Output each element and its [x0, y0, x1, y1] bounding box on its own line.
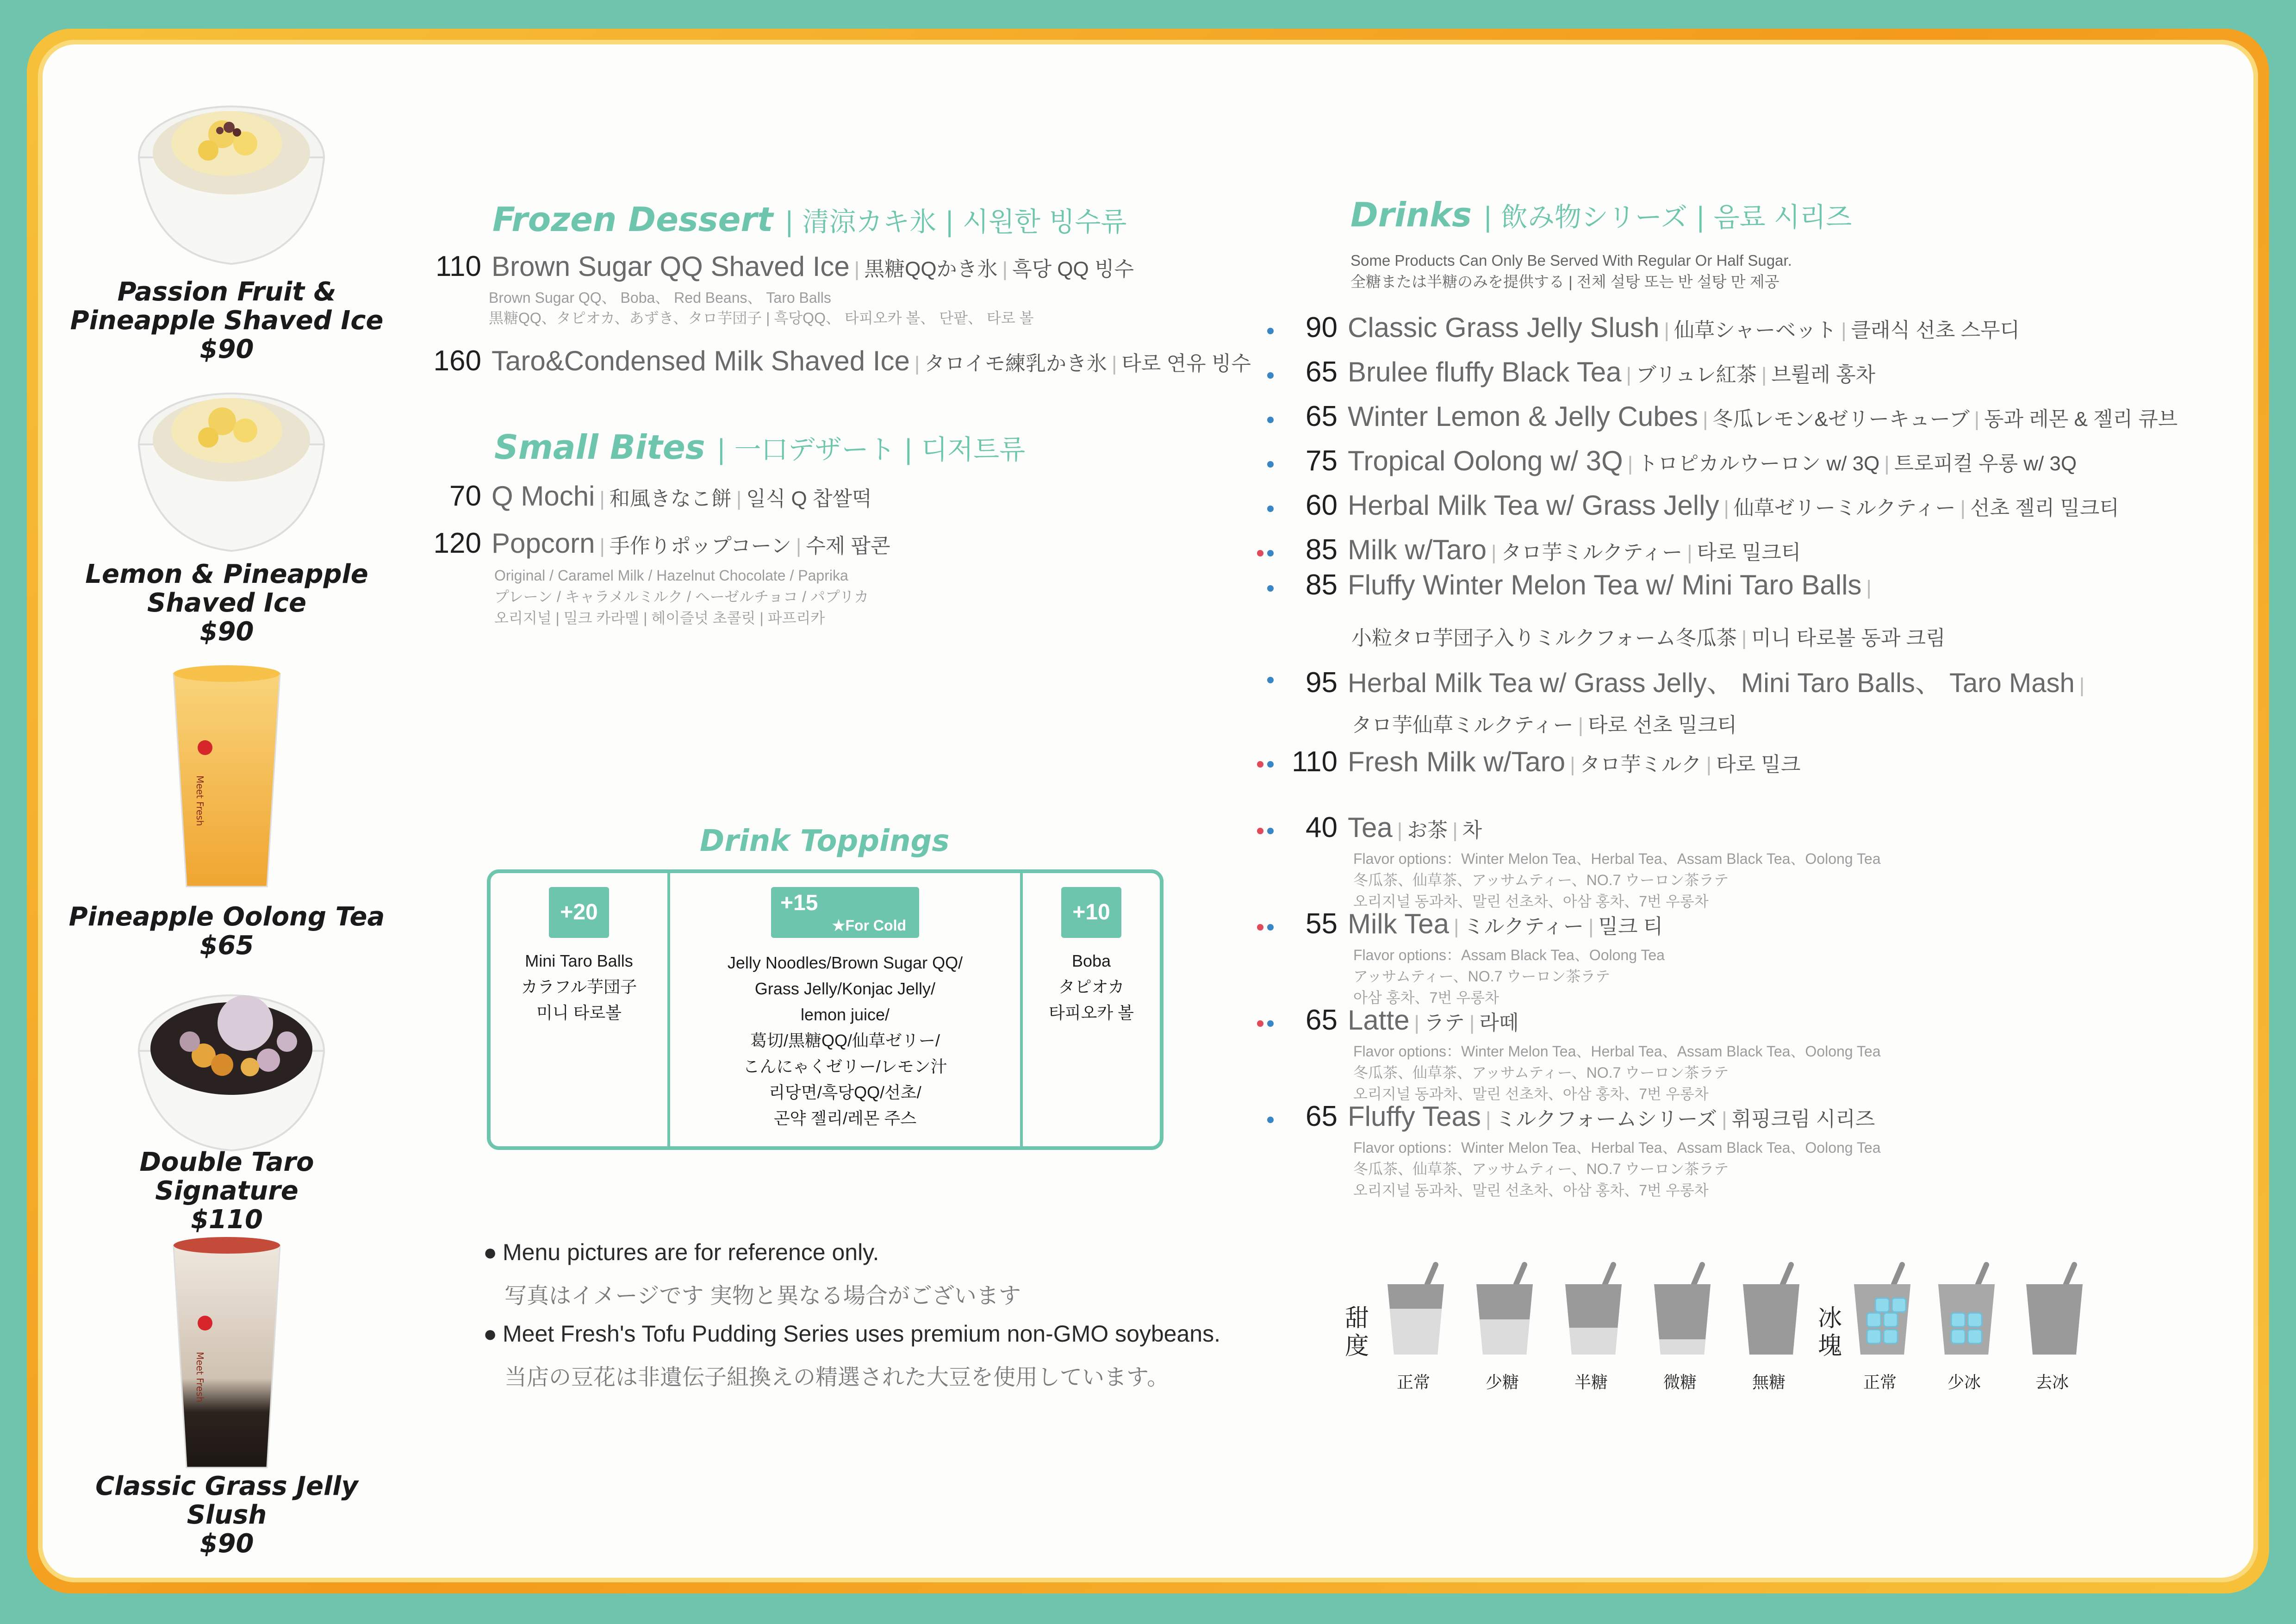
item-name-jp: 冬瓜レモン&ゼリーキューブ	[1712, 408, 1970, 431]
separator: |	[1702, 408, 1708, 431]
item-name-kr: 선초 젤리 밀크티	[1970, 497, 2119, 519]
menu-item-row	[1291, 568, 1876, 601]
item-name-jp: ミルクティー	[1463, 915, 1584, 938]
item-price: 40	[1306, 812, 1338, 843]
flavor-options: 冬瓜茶、仙草茶、アッサムティー、NO.7 ウーロン茶ラテ	[1353, 1161, 1729, 1177]
toppings-table	[487, 869, 1164, 1150]
availability-dots	[1267, 583, 1277, 592]
featured-item-price: $90	[199, 1529, 254, 1559]
item-name-jp: ミルクフォームシリーズ	[1495, 1108, 1717, 1131]
featured-item-price: $90	[199, 334, 254, 364]
sugar-level-cup-icon	[1736, 1262, 1806, 1361]
note-bullet: ●	[483, 1321, 498, 1347]
separator: |	[736, 487, 742, 510]
menu-item-row	[1291, 489, 2119, 522]
separator: |	[854, 258, 860, 281]
topping-line: 곤약 젤리/레몬 주스	[773, 1109, 917, 1128]
topping-price: +10	[1072, 900, 1110, 924]
menu-item-row	[430, 480, 871, 512]
item-name-kr: 휘핑크림 시리즈	[1731, 1108, 1875, 1131]
menu-item-row	[1291, 444, 2077, 477]
item-name-jp: 和風きなこ餅	[609, 487, 732, 510]
item-name-jp: ラテ	[1424, 1012, 1465, 1034]
availability-dots	[1267, 459, 1277, 468]
item-name-jp: 手作りポップコーン	[609, 535, 791, 557]
item-price: 60	[1306, 489, 1338, 521]
item-name: Milk w/Taro	[1348, 534, 1487, 565]
flavor-options: Flavor options：Winter Melon Tea、Herbal Tea、Assam Black Tea、Oolong Tea	[1353, 1139, 1881, 1156]
blue-dot-icon	[1267, 761, 1274, 768]
blue-dot-icon	[1267, 828, 1274, 834]
sugar-level-cup-icon	[1559, 1262, 1628, 1361]
item-price: 70	[449, 480, 481, 512]
item-price: 160	[433, 345, 481, 377]
item-price: 65	[1306, 1100, 1338, 1132]
sugar-level-cup-icon	[1470, 1262, 1539, 1361]
item-name-kr: 미니 타로볼 동과 크림	[1751, 627, 1946, 650]
red-dot-icon	[1257, 761, 1263, 768]
menu-item-row	[1291, 907, 1663, 940]
red-dot-icon	[1257, 550, 1263, 556]
separator: |	[1687, 541, 1692, 564]
separator: |	[1397, 819, 1403, 842]
featured-item-name: Pineapple Oolong Tea	[68, 902, 385, 932]
topping-price: +20	[560, 900, 598, 924]
item-price: 85	[1306, 569, 1338, 601]
item-name-jp: 仙草シャーベット	[1674, 319, 1837, 342]
topping-line: タピオカ	[1058, 977, 1125, 996]
flavor-options: 오리지널 동과차、말린 선초차、아삼 홍차、7번 우롱차	[1353, 893, 1709, 910]
menu-item-row	[1291, 533, 1801, 566]
item-name-kr: 동과 레몬 & 젤리 큐브	[1984, 408, 2178, 431]
note-english: Meet Fresh's Tofu Pudding Series uses premium non-GMO soybeans.	[503, 1321, 1221, 1347]
menu-item-row	[430, 250, 1134, 283]
frozen-dessert-heading	[492, 200, 1126, 239]
topping-line: 리당면/흑당QQ/선초/	[769, 1083, 921, 1102]
item-name-jp: タロ芋ミルクティー	[1501, 541, 1683, 564]
item-ingredients: Brown Sugar QQ、 Boba、 Red Beans、 Taro Balls	[489, 289, 831, 306]
drinks-sugar-note-jp-kr: 全糖または半糖のみを提供する | 전체 설탕 또는 반 설탕 만 제공	[1350, 273, 1780, 290]
menu-item-row	[1291, 356, 1875, 388]
item-name-jp: タロ芋仙草ミルクティー	[1351, 714, 1574, 737]
cup-brand-text: Meet Fresh	[194, 1352, 205, 1403]
featured-item-price: $90	[199, 617, 254, 647]
availability-dots	[1257, 548, 1277, 557]
ice-level-cup-icon	[1932, 1262, 2001, 1361]
separator: |	[1664, 319, 1669, 342]
blue-dot-icon	[1267, 417, 1274, 423]
item-name-kr: 타로 밀크	[1716, 753, 1801, 776]
item-price: 90	[1306, 312, 1338, 344]
featured-item-name: Double Taro Signature	[139, 1147, 314, 1206]
topping-description	[491, 948, 667, 1026]
item-name-kr: 차	[1462, 819, 1482, 842]
item-name: Winter Lemon & Jelly Cubes	[1348, 401, 1698, 432]
blue-dot-icon	[1267, 506, 1274, 512]
item-name: Q Mochi	[492, 481, 595, 512]
item-name: Fluffy Winter Melon Tea w/ Mini Taro Balls	[1348, 569, 1862, 600]
separator: |	[1111, 352, 1117, 375]
item-name-jp: トロピカルウーロン w/ 3Q	[1637, 452, 1880, 475]
separator: |	[1841, 319, 1847, 342]
featured-item-caption	[65, 560, 389, 646]
flavor-options: 冬瓜茶、仙草茶、アッサムティー、NO.7 ウーロン茶ラテ	[1353, 872, 1729, 888]
menu-item-row-line2	[1351, 708, 1737, 738]
flavor-options: Flavor options：Winter Melon Tea、Herbal Tea、Assam Black Tea、Oolong Tea	[1353, 1043, 1881, 1060]
availability-dots	[1257, 759, 1277, 768]
menu-item-row	[1291, 311, 2020, 344]
item-price: 65	[1306, 356, 1338, 388]
drink-toppings-title: Drink Toppings	[700, 824, 950, 858]
topping-line: 타피오카 볼	[1049, 1003, 1134, 1022]
availability-dots	[1267, 326, 1277, 335]
featured-item-price: $65	[199, 931, 254, 961]
separator: |	[1761, 363, 1767, 386]
topping-line: こんにゃくゼリー/レモン汁	[743, 1057, 947, 1076]
item-name: Milk Tea	[1348, 908, 1449, 939]
featured-item-caption	[65, 1148, 389, 1234]
topping-price-badge	[549, 887, 609, 938]
drink-cup-image	[164, 1231, 289, 1472]
item-name: Tropical Oolong w/ 3Q	[1348, 445, 1623, 476]
blue-dot-icon	[1267, 924, 1274, 931]
blue-dot-icon	[1267, 461, 1274, 468]
small-bites-title: Small Bites	[494, 428, 705, 467]
topping-description	[670, 950, 1020, 1131]
separator: |	[599, 487, 605, 510]
flavor-options: Flavor options：Assam Black Tea、Oolong Tea	[1353, 947, 1665, 963]
availability-dots	[1267, 370, 1277, 379]
sugar-level-cup-icon	[1381, 1262, 1450, 1361]
sugar-level-label: 無糖	[1752, 1373, 1786, 1392]
small-bites-subtitle: | 一口デザート | 디저트류	[716, 434, 1026, 465]
separator: |	[599, 535, 605, 557]
menu-item-row	[1291, 661, 2089, 700]
separator: |	[1960, 497, 1966, 519]
separator: |	[1866, 576, 1872, 599]
item-name-kr: 트로피컬 우롱 w/ 3Q	[1894, 452, 2077, 475]
separator: |	[914, 352, 920, 375]
separator: |	[1626, 363, 1631, 386]
drink-cup-image	[164, 660, 289, 891]
item-name-jp: 黒糖QQかき氷	[864, 258, 998, 281]
separator: |	[1453, 915, 1459, 938]
topping-line: Jelly Noodles/Brown Sugar QQ/	[727, 953, 963, 972]
blue-dot-icon	[1267, 550, 1274, 556]
flavor-options: 冬瓜茶、仙草茶、アッサムティー、NO.7 ウーロン茶ラテ	[1353, 1064, 1729, 1081]
sugar-level-label: 半糖	[1574, 1373, 1608, 1392]
popcorn-flavors: Original / Caramel Milk / Hazelnut Chocolate / Paprika	[494, 567, 848, 584]
sugar-level-label: 微糖	[1663, 1373, 1697, 1392]
item-name: Brulee fluffy Black Tea	[1348, 356, 1622, 387]
topping-line: 미니 타로볼	[536, 1003, 622, 1022]
topping-description	[1023, 948, 1160, 1026]
featured-item-name: Passion Fruit & Pineapple Shaved Ice	[70, 277, 384, 336]
note-japanese: 写真はイメージです 実物と異なる場合がございます	[504, 1284, 1021, 1308]
ice-level-cup-icon	[2020, 1262, 2089, 1361]
item-name-kr: 라떼	[1479, 1012, 1519, 1034]
flavor-options: 오리지널 동과차、말린 선초차、아삼 홍차、7번 우롱차	[1353, 1086, 1709, 1102]
topping-line: カラフル芋団子	[521, 977, 637, 996]
item-price: 120	[433, 527, 481, 559]
featured-item-name: Lemon & Pineapple Shaved Ice	[85, 559, 368, 618]
popcorn-flavors: 오리지널 | 밀크 카라멜 | 헤이즐넛 초콜릿 | 파프리카	[494, 610, 825, 626]
topping-price-badge	[771, 887, 919, 938]
red-dot-icon	[1257, 924, 1263, 931]
availability-dots	[1267, 415, 1277, 424]
frozen-dessert-title: Frozen Dessert	[492, 200, 773, 239]
flavor-options: Flavor options：Winter Melon Tea、Herbal Tea、Assam Black Tea、Oolong Tea	[1353, 850, 1881, 867]
featured-item-caption	[65, 278, 389, 364]
separator: |	[1588, 915, 1594, 938]
item-price: 110	[436, 250, 481, 282]
featured-item-caption	[65, 903, 389, 960]
sugar-level-label: 正常	[1396, 1373, 1430, 1392]
separator: |	[1578, 714, 1584, 737]
item-name-kr: 브륄레 홍차	[1771, 363, 1875, 386]
availability-dots	[1257, 922, 1277, 931]
topping-price-badge	[1061, 887, 1121, 938]
sugar-level-cup-icon	[1648, 1262, 1717, 1361]
menu-page	[38, 40, 2258, 1582]
ice-legend-label: 冰塊	[1818, 1305, 1842, 1360]
item-name-kr: 타로 밀크티	[1697, 541, 1801, 564]
topping-line: 葛切/黒糖QQ/仙草ゼリー/	[750, 1031, 940, 1050]
item-ingredients: 黒糖QQ、タピオカ、あずき、タロ芋団子 | 흑당QQ、 타피오카 볼、 단팥、 타로 볼	[489, 310, 1034, 326]
item-price: 65	[1306, 400, 1338, 432]
separator: |	[1722, 1108, 1727, 1131]
drinks-title: Drinks	[1350, 195, 1472, 234]
separator: |	[1706, 753, 1712, 776]
red-dot-icon	[1257, 1020, 1263, 1027]
item-name-kr: 흑당 QQ 빙수	[1012, 258, 1134, 281]
separator: |	[1741, 627, 1747, 650]
popcorn-flavors: プレーン / キャラメルミルク / ヘーゼルチョコ / パプリカ	[494, 588, 869, 605]
menu-item-row	[1291, 811, 1482, 844]
note-bullet: ●	[483, 1239, 498, 1265]
blue-dot-icon	[1267, 585, 1274, 592]
item-name-kr: 일식 Q 찹쌀떡	[746, 487, 872, 510]
separator: |	[1002, 258, 1008, 281]
blue-dot-icon	[1267, 677, 1274, 683]
separator: |	[1627, 452, 1633, 475]
blue-dot-icon	[1267, 1020, 1274, 1027]
flavor-options: 오리지널 동과차、말린 선초차、아삼 홍차、7번 우롱차	[1353, 1182, 1709, 1199]
ice-level-label: 去冰	[2035, 1373, 2069, 1392]
separator: |	[1414, 1012, 1419, 1034]
item-name-jp: タロ芋ミルク	[1580, 753, 1702, 776]
small-bites-heading	[494, 428, 1025, 467]
separator: |	[1974, 408, 1980, 431]
item-name-jp: 小粒タロ芋団子入りミルクフォーム冬瓜茶	[1351, 627, 1737, 650]
item-price: 110	[1292, 746, 1338, 778]
menu-item-row	[1291, 400, 2178, 433]
item-name: Classic Grass Jelly Slush	[1348, 312, 1660, 343]
topping-line: Mini Taro Balls	[525, 951, 633, 970]
cup-brand-text: Meet Fresh	[194, 775, 205, 826]
blue-dot-icon	[1267, 1117, 1274, 1123]
topping-cold-note: ★For Cold	[832, 917, 906, 934]
item-name: Fluffy Teas	[1348, 1101, 1481, 1132]
drinks-heading	[1350, 195, 1852, 234]
item-name-kr: 수제 팝콘	[806, 535, 890, 557]
flavor-options: アッサムティー、NO.7 ウーロン茶ラテ	[1353, 968, 1611, 985]
menu-item-row-line2	[1351, 621, 1946, 651]
separator: |	[1884, 452, 1890, 475]
ice-level-label: 少冰	[1947, 1373, 1981, 1392]
dessert-bowl-image	[134, 88, 329, 273]
dessert-bowl-image	[134, 972, 329, 1157]
item-price: 55	[1306, 908, 1338, 940]
separator: |	[1724, 497, 1729, 519]
separator: |	[796, 535, 802, 557]
availability-dots	[1257, 826, 1277, 835]
item-name-jp: お茶	[1407, 819, 1448, 842]
menu-item-row	[1291, 745, 1800, 778]
featured-item-caption	[65, 1472, 389, 1558]
note-english: Menu pictures are for reference only.	[503, 1239, 879, 1265]
item-name-kr: 밀크 티	[1598, 915, 1663, 938]
topping-line: Boba	[1071, 951, 1111, 970]
availability-dots	[1267, 675, 1277, 684]
item-name: Fresh Milk w/Taro	[1348, 746, 1566, 777]
item-name-jp: タロイモ練乳かき氷	[924, 352, 1107, 375]
note-japanese: 当店の豆花は非遺伝子組換えの精選された大豆を使用しています。	[504, 1365, 1170, 1390]
separator: |	[1452, 819, 1458, 842]
red-dot-icon	[1257, 828, 1263, 834]
menu-item-row	[1291, 1100, 1875, 1133]
separator: |	[1485, 1108, 1491, 1131]
flavor-options: 아삼 홍차、7번 우롱차	[1353, 989, 1499, 1006]
item-name: Herbal Milk Tea w/ Grass Jelly	[1348, 490, 1719, 521]
menu-item-row	[430, 527, 890, 560]
item-name: Latte	[1348, 1005, 1410, 1036]
drinks-sugar-note: Some Products Can Only Be Served With Regular Or Half Sugar.	[1350, 252, 1792, 269]
item-name: Herbal Milk Tea w/ Grass Jelly、 Mini Taro Balls、 Taro Mash	[1348, 668, 2075, 698]
ice-level-label: 正常	[1863, 1373, 1897, 1392]
sugar-level-label: 少糖	[1485, 1373, 1519, 1392]
item-price: 85	[1306, 534, 1338, 566]
item-name: Taro&Condensed Milk Shaved Ice	[492, 345, 910, 376]
featured-item-price: $110	[191, 1205, 263, 1235]
item-name-jp: 仙草ゼリーミルクティー	[1733, 497, 1956, 519]
topping-line: lemon juice/	[800, 1005, 890, 1024]
item-price: 75	[1306, 445, 1338, 477]
availability-dots	[1267, 504, 1277, 512]
availability-dots	[1257, 1018, 1277, 1027]
menu-item-row	[1291, 1004, 1518, 1037]
featured-item-name: Classic Grass Jelly Slush	[95, 1471, 358, 1530]
blue-dot-icon	[1267, 328, 1274, 334]
separator: |	[1469, 1012, 1475, 1034]
item-name-kr: 타로 연유 빙수	[1121, 352, 1251, 375]
item-price: 65	[1306, 1004, 1338, 1036]
separator: |	[2079, 674, 2085, 697]
dessert-bowl-image	[134, 375, 329, 560]
sugar-legend-label: 甜度	[1345, 1305, 1369, 1360]
item-name-jp: ブリュレ紅茶	[1636, 363, 1757, 386]
drinks-subtitle: | 飲み物シリーズ | 음료 시리즈	[1483, 201, 1852, 233]
blue-dot-icon	[1267, 372, 1274, 379]
item-price: 95	[1306, 667, 1338, 699]
ice-level-cup-icon	[1848, 1262, 1917, 1361]
item-name-kr: 타로 선초 밀크티	[1588, 714, 1737, 737]
item-name: Tea	[1348, 812, 1393, 843]
separator: |	[1570, 753, 1575, 776]
availability-dots	[1267, 1115, 1277, 1124]
frozen-dessert-subtitle: | 清涼カキ氷 | 시원한 빙수류	[784, 206, 1127, 237]
item-name: Brown Sugar QQ Shaved Ice	[492, 251, 850, 282]
item-name: Popcorn	[492, 528, 595, 559]
separator: |	[1491, 541, 1497, 564]
item-name-kr: 클래식 선초 스무디	[1851, 319, 2020, 342]
topping-line: Grass Jelly/Konjac Jelly/	[754, 979, 936, 998]
topping-price: +15	[780, 891, 818, 915]
menu-item-row	[430, 344, 1251, 377]
